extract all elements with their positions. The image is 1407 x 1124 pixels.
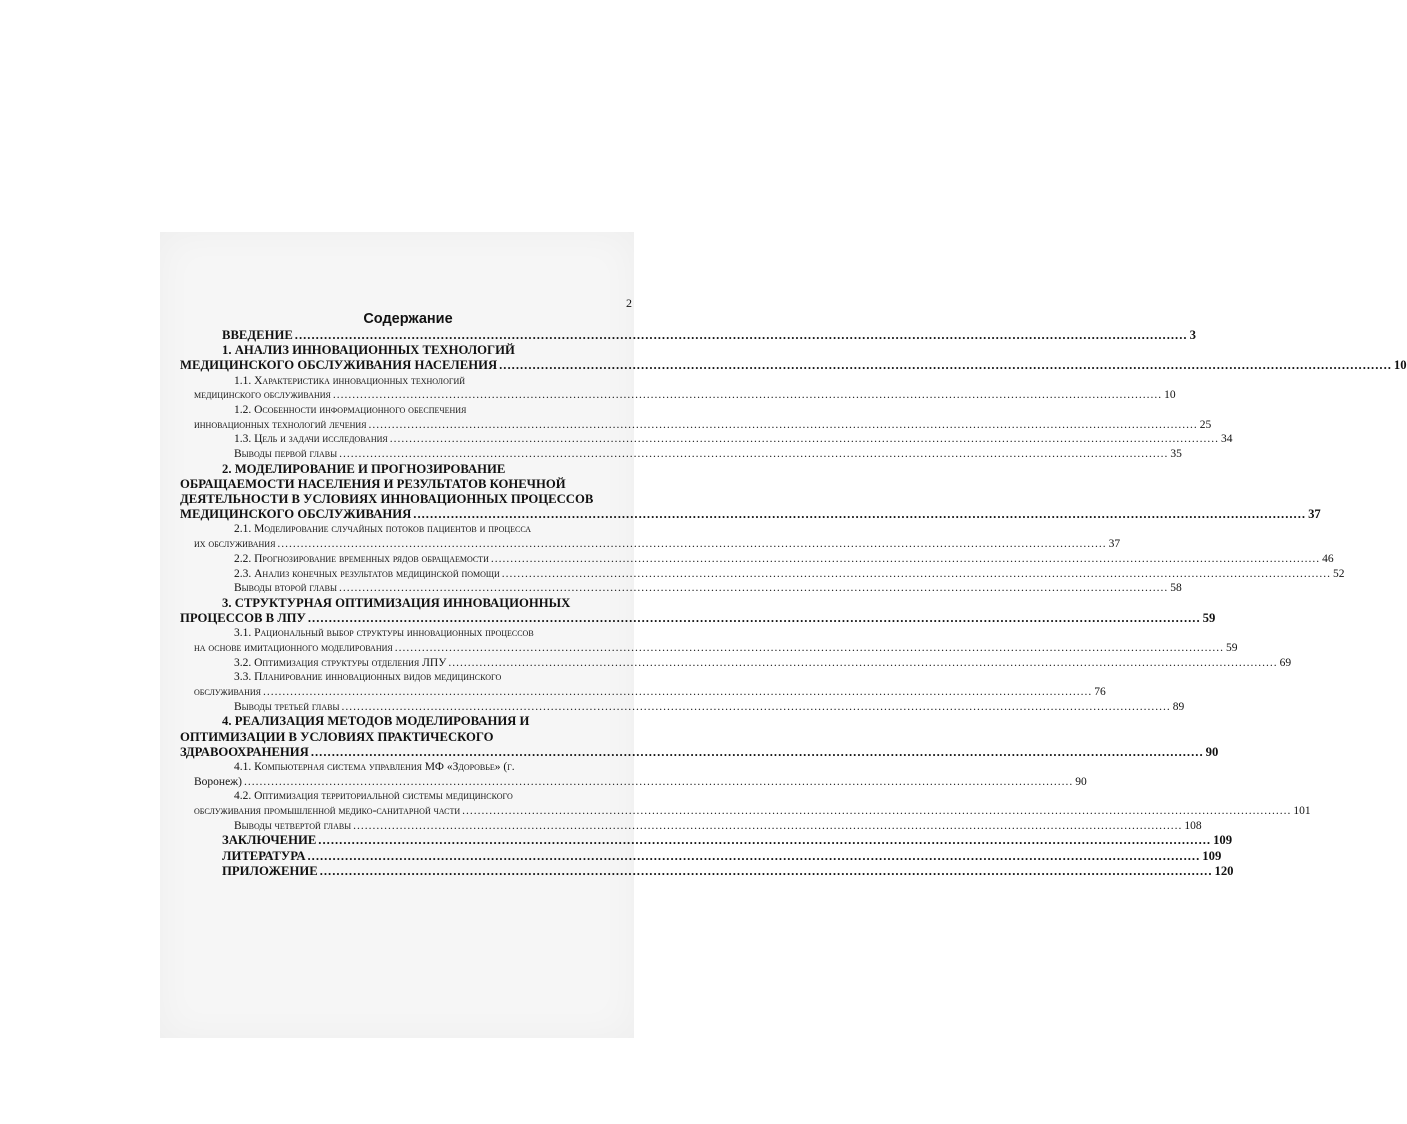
toc-chapter-heading <box>180 477 636 492</box>
toc-entry-label: 3. СТРУКТУРНАЯ ОПТИМИЗАЦИЯ ИННОВАЦИОННЫХ <box>222 595 571 610</box>
page-title: Содержание <box>363 311 453 327</box>
toc-chapter-heading <box>180 343 636 358</box>
dot-leader: ...................................................................................................................................................................................................................... <box>294 328 1188 342</box>
toc-entry-page: 58 <box>1170 582 1182 595</box>
toc-section <box>180 403 636 418</box>
toc-entry-page: 3 <box>1189 328 1196 342</box>
toc-section <box>180 567 1345 582</box>
toc-entry-label: 1. АНАЛИЗ ИННОВАЦИОННЫХ ТЕХНОЛОГИЙ <box>222 343 515 358</box>
toc-entry-label: 4.1. Компьютерная система управления МФ «Здоровье» (г. <box>234 760 515 773</box>
dot-leader: ...................................................................................................................................................................................................................... <box>462 805 1292 817</box>
toc-entry-page: 10 <box>1393 358 1407 373</box>
toc-entry-page: 120 <box>1214 863 1234 878</box>
toc-section <box>180 418 1212 433</box>
toc-entry-page: 46 <box>1322 552 1334 565</box>
toc-section <box>180 775 1087 790</box>
toc-section <box>180 656 1292 671</box>
toc-entry-page: 37 <box>1308 507 1321 522</box>
dot-leader: ...................................................................................................................................................................................................................... <box>332 389 1163 402</box>
toc-section <box>180 700 1185 715</box>
toc-entry-page: 10 <box>1164 389 1176 402</box>
dot-leader: ...................................................................................................................................................................................................................... <box>341 700 1171 713</box>
toc-entry-label: 3.1. Рациональный выбор структуры инновационных процессов <box>234 627 534 640</box>
toc-chapter-heading <box>180 507 1321 522</box>
toc-entry-label: 4.2. Оптимизация территориальной системы медицинского <box>234 790 513 803</box>
dot-leader: ...................................................................................................................................................................................................................... <box>263 686 1093 698</box>
toc-entry-page: 25 <box>1199 418 1212 431</box>
toc-entry-page: 90 <box>1205 744 1219 759</box>
toc-section <box>180 760 636 775</box>
toc-section <box>180 374 636 389</box>
dot-leader: ...................................................................................................................................................................................................................... <box>318 833 1212 848</box>
toc-entry-label: ОПТИМИЗАЦИИ В УСЛОВИЯХ ПРАКТИЧЕСКОГО <box>180 729 494 744</box>
dot-leader: ...................................................................................................................................................................................................................... <box>413 507 1307 522</box>
toc-chapter-heading <box>180 358 1407 373</box>
toc-entry-label: Выводы второй главы <box>234 582 337 595</box>
dot-leader: ...................................................................................................................................................................................................................... <box>368 418 1198 431</box>
dot-leader: ...................................................................................................................................................................................................................... <box>490 552 1321 565</box>
toc-entry-page: 101 <box>1293 805 1311 817</box>
toc-entry-appendix <box>180 863 1234 879</box>
toc-entry-label: 4. РЕАЛИЗАЦИЯ МЕТОДОВ МОДЕЛИРОВАНИЯ И <box>222 714 530 729</box>
toc-chapter-heading <box>180 611 1216 626</box>
toc-entry-label: на основе имитационного моделирования <box>194 641 393 654</box>
dot-leader: ...................................................................................................................................................................................................................... <box>319 863 1213 878</box>
toc-entry-label: Выводы четвертой главы <box>234 819 352 832</box>
toc-entry-label: МЕДИЦИНСКОГО ОБСЛУЖИВАНИЯ НАСЕЛЕНИЯ <box>180 358 498 373</box>
dot-leader: ...................................................................................................................................................................................................................... <box>394 641 1224 654</box>
toc-entry-page: 59 <box>1225 641 1238 654</box>
dot-leader: ...................................................................................................................................................................................................................... <box>310 744 1204 759</box>
toc-entry-label: 1.1. Характеристика инновационных технологий <box>234 374 466 387</box>
toc-entry-page: 59 <box>1202 611 1216 626</box>
toc-entry-label: ПРОЦЕССОВ В ЛПУ <box>180 611 306 626</box>
toc-entry-page: 37 <box>1108 538 1121 551</box>
toc-section <box>180 552 1334 567</box>
toc-entry-label: 2. МОДЕЛИРОВАНИЕ И ПРОГНОЗИРОВАНИЕ <box>222 461 506 476</box>
toc-chapter-heading <box>180 596 636 611</box>
toc-section <box>180 804 1311 819</box>
toc-entry-label: инновационных технологий лечения <box>194 418 367 431</box>
toc-entry-page: 108 <box>1184 819 1202 832</box>
toc-section <box>180 432 1233 447</box>
toc-chapter-heading <box>180 462 636 477</box>
toc-entry-page: 52 <box>1333 567 1345 580</box>
dot-leader: ...................................................................................................................................................................................................................... <box>339 448 1169 460</box>
toc-entry-page: 69 <box>1279 656 1292 669</box>
toc-section <box>180 819 1202 834</box>
toc-entry-page: 109 <box>1202 848 1222 863</box>
dot-leader: ...................................................................................................................................................................................................................... <box>448 656 1278 669</box>
toc-entry-page: 76 <box>1094 686 1106 698</box>
dot-leader: ...................................................................................................................................................................................................................... <box>307 611 1201 626</box>
page-number: 2 <box>626 296 632 310</box>
toc-entry-label: обслуживания <box>194 686 261 698</box>
toc-section <box>180 685 1106 700</box>
toc-entry-label: ОБРАЩАЕМОСТИ НАСЕЛЕНИЯ И РЕЗУЛЬТАТОВ КОНЕЧНОЙ <box>180 476 566 491</box>
dot-leader: ...................................................................................................................................................................................................................... <box>389 433 1219 446</box>
toc-entry-page: 89 <box>1172 700 1185 713</box>
toc-entry-label: обслуживания промышленной медико-санитарной части <box>194 805 461 817</box>
toc-chapter-heading <box>180 492 636 507</box>
table-of-contents <box>180 328 1407 879</box>
toc-entry-label: ВВЕДЕНИЕ <box>222 328 293 342</box>
toc-entry-label: ДЕЯТЕЛЬНОСТИ В УСЛОВИЯХ ИННОВАЦИОННЫХ ПРОЦЕССОВ <box>180 492 594 507</box>
toc-entry-page: 35 <box>1170 448 1182 460</box>
dot-leader: ...................................................................................................................................................................................................................... <box>277 538 1107 551</box>
toc-entry-label: ЗАКЛЮЧЕНИЕ <box>222 833 317 848</box>
toc-entry-label: Выводы третьей главы <box>234 700 340 713</box>
toc-entry-label: 2.3. Анализ конечных результатов медицинской помощи <box>234 567 500 580</box>
dot-leader: ...................................................................................................................................................................................................................... <box>501 567 1332 580</box>
toc-section <box>180 626 636 641</box>
dot-leader: ...................................................................................................................................................................................................................... <box>353 819 1183 832</box>
toc-entry-page: 109 <box>1213 833 1233 848</box>
toc-entry-literature <box>180 848 1222 864</box>
toc-entry-label: Выводы первой главы <box>234 448 338 460</box>
toc-entry-label: ПРИЛОЖЕНИЕ <box>222 863 318 878</box>
toc-entry-label: 3.2. Оптимизация структуры отделения ЛПУ <box>234 656 447 669</box>
toc-entry-label: 2.2. Прогнозирование временных рядов обращаемости <box>234 552 489 565</box>
toc-entry-label: 1.3. Цель и задачи исследования <box>234 433 388 446</box>
toc-section <box>180 670 636 685</box>
toc-entry-label: ЗДРАВООХРАНЕНИЯ <box>180 744 309 759</box>
toc-chapter-heading <box>180 714 636 729</box>
dot-leader: ...................................................................................................................................................................................................................... <box>243 775 1074 788</box>
toc-entry-introduction <box>180 328 1196 343</box>
toc-chapter-heading <box>180 730 636 745</box>
toc-section <box>180 581 1182 596</box>
dot-leader: ...................................................................................................................................................................................................................... <box>499 358 1392 373</box>
toc-entry-label: 3.3. Планирование инновационных видов медицинского <box>234 671 502 684</box>
toc-entry-label: 2.1. Моделирование случайных потоков пациентов и процесса <box>234 523 532 536</box>
toc-entry-label: их обслуживания <box>194 538 276 551</box>
toc-chapter-heading <box>180 744 1219 760</box>
toc-entry-label: медицинского обслуживания <box>194 389 331 402</box>
toc-section <box>180 641 1238 656</box>
toc-entry-conclusion <box>180 833 1233 848</box>
toc-entry-page: 34 <box>1220 433 1233 446</box>
dot-leader: ...................................................................................................................................................................................................................... <box>307 848 1201 863</box>
dot-leader: ...................................................................................................................................................................................................................... <box>338 582 1169 595</box>
toc-entry-label: Воронеж) <box>194 775 242 788</box>
toc-entry-page: 90 <box>1075 775 1087 788</box>
toc-entry-label: ЛИТЕРАТУРА <box>222 848 306 863</box>
toc-entry-label: 1.2. Особенности информационного обеспечения <box>234 403 467 416</box>
toc-section <box>180 789 636 804</box>
toc-section <box>180 447 1182 462</box>
toc-section <box>180 388 1176 403</box>
toc-section <box>180 522 636 537</box>
toc-section <box>180 537 1121 552</box>
toc-entry-label: МЕДИЦИНСКОГО ОБСЛУЖИВАНИЯ <box>180 507 412 522</box>
